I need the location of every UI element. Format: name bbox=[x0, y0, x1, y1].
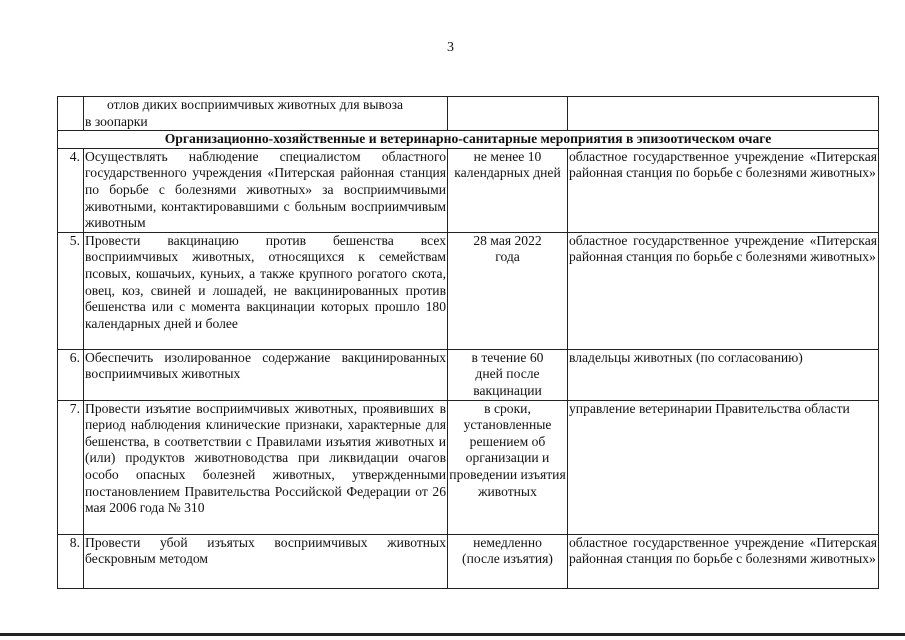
measures-table bbox=[57, 96, 879, 589]
section-header-row bbox=[58, 131, 879, 149]
measure-text: Осуществлять наблюдение специалистом областного государственного учреждения «Питерская районная станция по борьбе с болезнями животных» за восприимчивыми животными, контактировавшими с больным восприимчивым животным bbox=[84, 148, 448, 232]
page-edge-line bbox=[0, 633, 905, 636]
table-row bbox=[58, 400, 879, 534]
table-row bbox=[58, 534, 879, 588]
measure-text: в зоопарки bbox=[85, 113, 148, 129]
term-text: в сроки, установленные решением об организации и проведении изъятия животных bbox=[448, 400, 568, 534]
responsible-text: владельцы животных (по согласованию) bbox=[568, 349, 879, 400]
term-text: в течение 60 дней после вакцинации bbox=[448, 349, 568, 400]
term-cell bbox=[448, 97, 568, 131]
term-text: немедленно (после изъятия) bbox=[448, 534, 568, 588]
responsible-text: областное государственное учреждение «Питерская районная станция по борьбе с болезнями животных» bbox=[568, 534, 879, 588]
responsible-text: областное государственное учреждение «Питерская районная станция по борьбе с болезнями животных» bbox=[568, 148, 879, 232]
table-row bbox=[58, 232, 879, 349]
row-number: 4. bbox=[58, 148, 84, 232]
table-row bbox=[58, 97, 879, 131]
measure-cell bbox=[84, 97, 448, 131]
table-row bbox=[58, 148, 879, 232]
row-number: 5. bbox=[58, 232, 84, 349]
responsible-text: областное государственное учреждение «Питерская районная станция по борьбе с болезнями животных» bbox=[568, 232, 879, 349]
measure-text: Провести изъятие восприимчивых животных, проявивших в период наблюдения клинические признаки, характерные для бешенства, в соответствии с Правилами изъятия животных и (или) продуктов животноводства при ликвидации очагов особо опасных болезней животных, утвержденными постановлением Правительства Российской Федерации от 26 мая 2006 года № 310 bbox=[84, 400, 448, 534]
term-text: не менее 10 календарных дней bbox=[448, 148, 568, 232]
table-row bbox=[58, 349, 879, 400]
term-text: 28 мая 2022 года bbox=[448, 232, 568, 349]
responsible-cell bbox=[568, 97, 879, 131]
measure-text: Обеспечить изолированное содержание вакцинированных восприимчивых животных bbox=[84, 349, 448, 400]
section-header: Организационно-хозяйственные и ветеринарно-санитарные мероприятия в эпизоотическом очаге bbox=[58, 131, 879, 149]
row-number: 8. bbox=[58, 534, 84, 588]
row-number: 6. bbox=[58, 349, 84, 400]
page-number: 3 bbox=[447, 40, 454, 55]
num-cell bbox=[58, 97, 84, 131]
measure-text: Провести убой изъятых восприимчивых животных бескровным методом bbox=[84, 534, 448, 588]
measure-text: Провести вакцинацию против бешенства всех восприимчивых животных, относящихся к семействам псовых, кошачьих, куньих, а также крупного рогатого скота, овец, коз, свиней и лошадей, не вакцинированных против бешенства или с момента вакцинации которых прошло 180 календарных дней и более bbox=[84, 232, 448, 349]
responsible-text: управление ветеринарии Правительства области bbox=[568, 400, 879, 534]
measure-text: отлов диких восприимчивых животных для вывоза bbox=[107, 97, 404, 112]
row-number: 7. bbox=[58, 400, 84, 534]
